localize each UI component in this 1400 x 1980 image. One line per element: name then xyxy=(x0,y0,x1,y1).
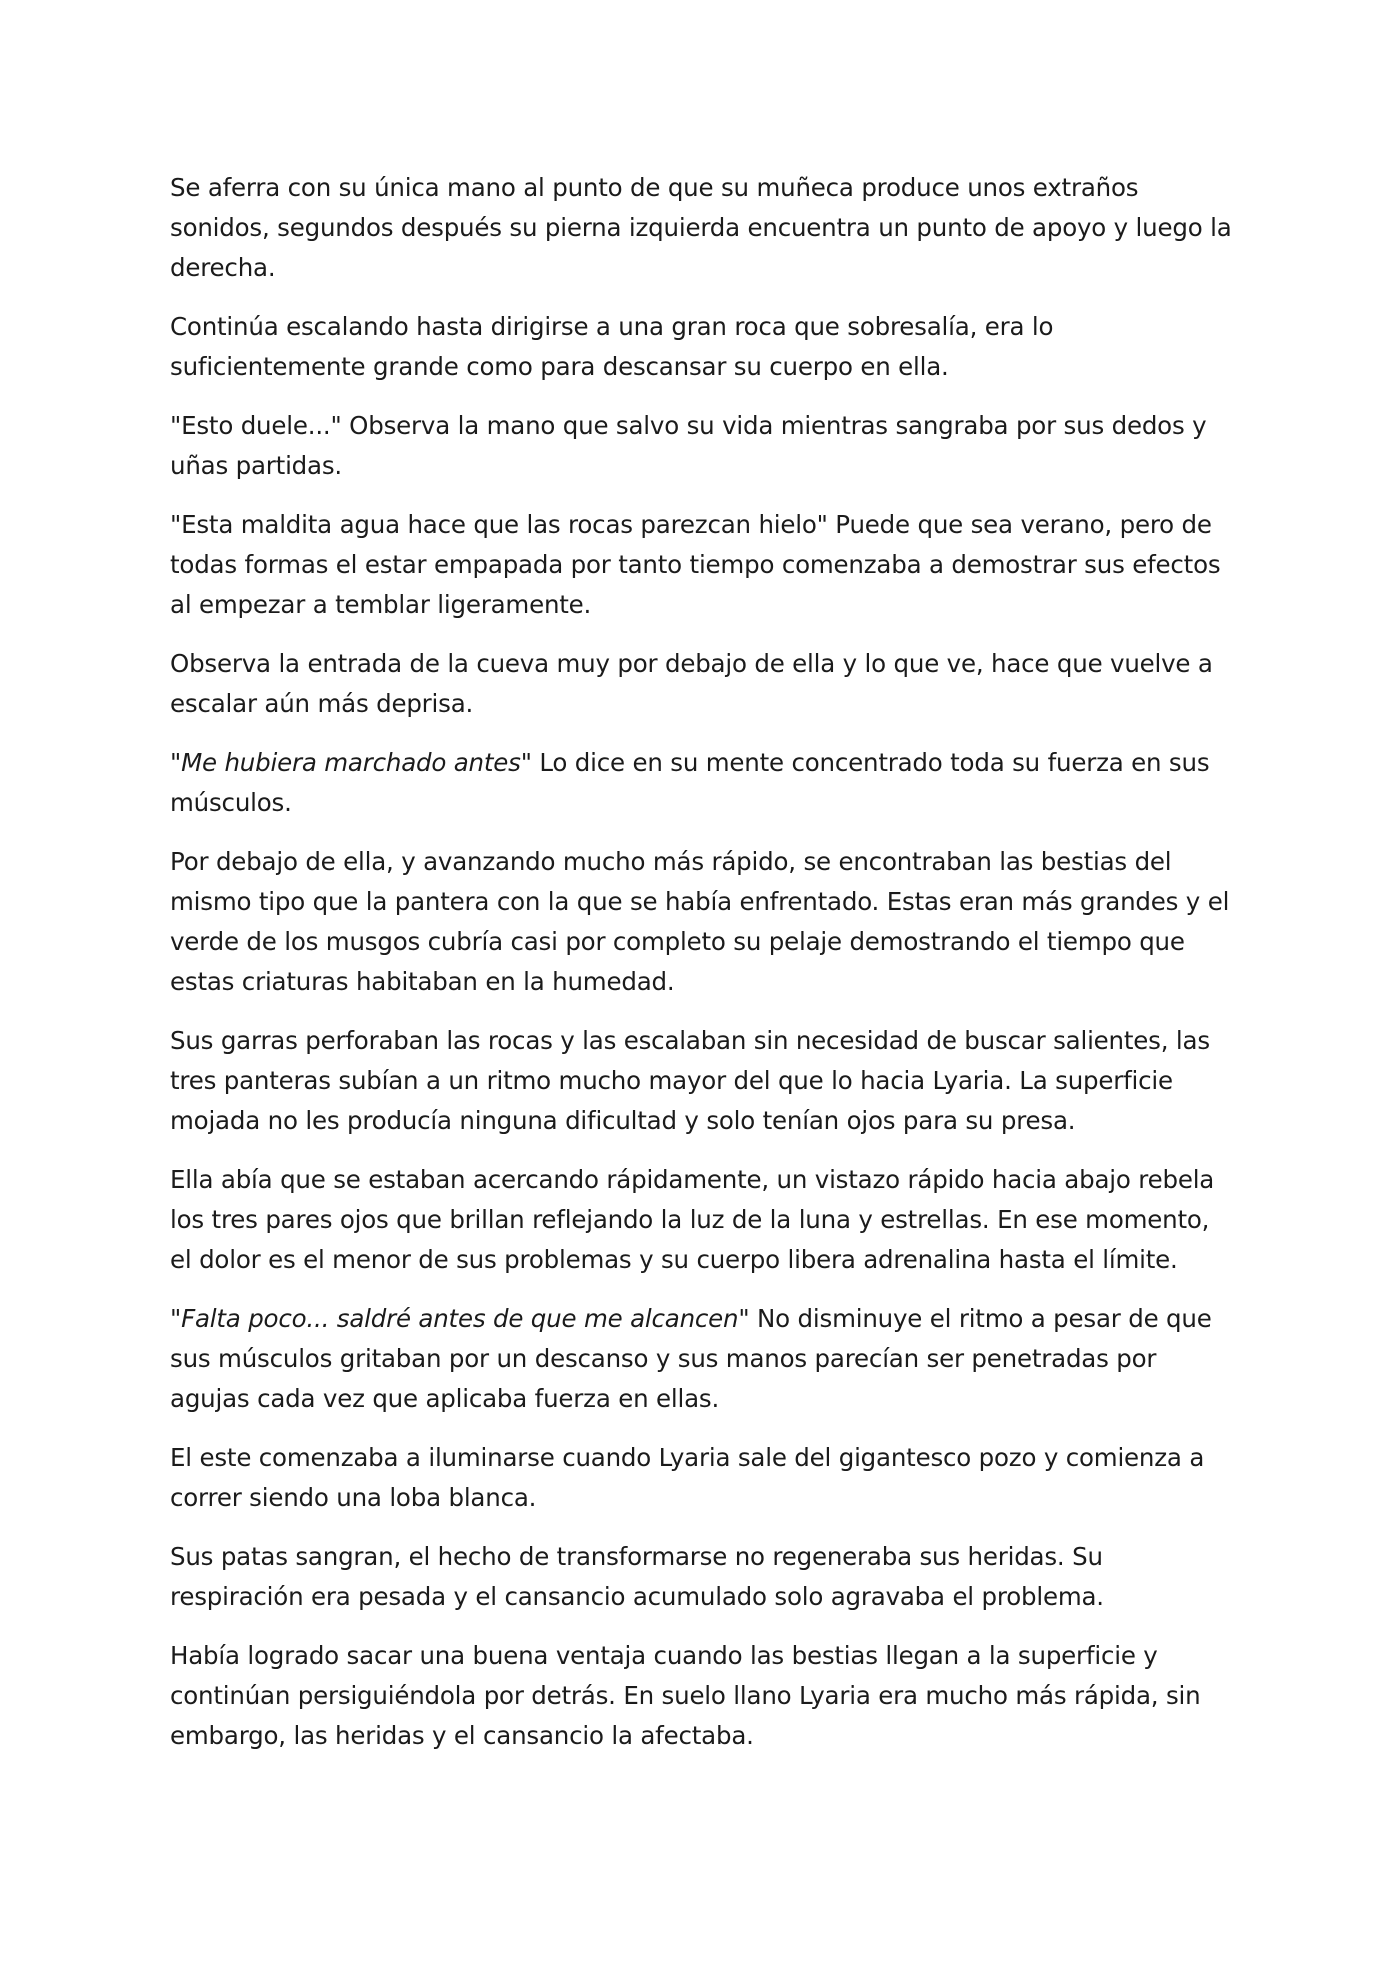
quote-mark: " xyxy=(170,1304,182,1333)
paragraph: Por debajo de ella, y avanzando mucho más rápido, se encontraban las bestias del mismo tipo que la pantera con la que se había enfrentado. Estas eran más grandes y el verde de los musgos cubría casi por completo su pelaje demostrando el tiempo que estas criaturas habitaban en la humedad. xyxy=(170,847,1230,996)
paragraph: Se aferra con su única mano al punto de que su muñeca produce unos extraños sonidos, segundos después su pierna izquierda encuentra un punto de apoyo y luego la derecha. xyxy=(170,173,1232,282)
paragraph-thought xyxy=(170,743,1232,823)
italic-thought: Falta poco... saldré antes de que me alcancen xyxy=(181,1304,739,1333)
paragraph: Sus patas sangran, el hecho de transformarse no regeneraba sus heridas. Su respiración era pesada y el cansancio acumulado solo agravaba el problema. xyxy=(170,1542,1104,1611)
paragraph-rest: " No disminuye el ritmo a pesar de que sus músculos gritaban por un descanso y sus manos parecían ser penetradas por agujas cada vez que aplicaba fuerza en ellas. xyxy=(170,1304,1212,1413)
paragraph-rest: " Lo dice en su mente concentrado toda su fuerza en sus músculos. xyxy=(170,748,1210,817)
document-body xyxy=(170,168,1232,1775)
paragraph: "Esta maldita agua hace que las rocas parezcan hielo" Puede que sea verano, pero de todas formas el estar empapada por tanto tiempo comenzaba a demostrar sus efectos al empezar a temblar ligeramente. xyxy=(170,510,1221,619)
paragraph: El este comenzaba a iluminarse cuando Lyaria sale del gigantesco pozo y comienza a correr siendo una loba blanca. xyxy=(170,1443,1205,1512)
paragraph-thought xyxy=(170,1299,1232,1419)
italic-thought: Me hubiera marchado antes xyxy=(181,748,521,777)
paragraph: Observa la entrada de la cueva muy por debajo de ella y lo que ve, hace que vuelve a escalar aún más deprisa. xyxy=(170,649,1213,718)
paragraph: Ella abía que se estaban acercando rápidamente, un vistazo rápido hacia abajo rebela los tres pares ojos que brillan reflejando la luz de la luna y estrellas. En ese momento, el dolor es el menor de sus problemas y su cuerpo libera adrenalina hasta el límite. xyxy=(170,1165,1215,1274)
paragraph: Continúa escalando hasta dirigirse a una gran roca que sobresalía, era lo suficientemente grande como para descansar su cuerpo en ella. xyxy=(170,312,1054,381)
quote-mark: " xyxy=(170,748,182,777)
paragraph: Había logrado sacar una buena ventaja cuando las bestias llegan a la superficie y continúan persiguiéndola por detrás. En suelo llano Lyaria era mucho más rápida, sin embargo, las heridas y el cansancio la afectaba. xyxy=(170,1641,1201,1750)
paragraph: "Esto duele..." Observa la mano que salvo su vida mientras sangraba por sus dedos y uñas partidas. xyxy=(170,411,1207,480)
paragraph: Sus garras perforaban las rocas y las escalaban sin necesidad de buscar salientes, las tres panteras subían a un ritmo mucho mayor del que lo hacia Lyaria. La superficie mojada no les producía ninguna dificultad y solo tenían ojos para su presa. xyxy=(170,1026,1210,1135)
